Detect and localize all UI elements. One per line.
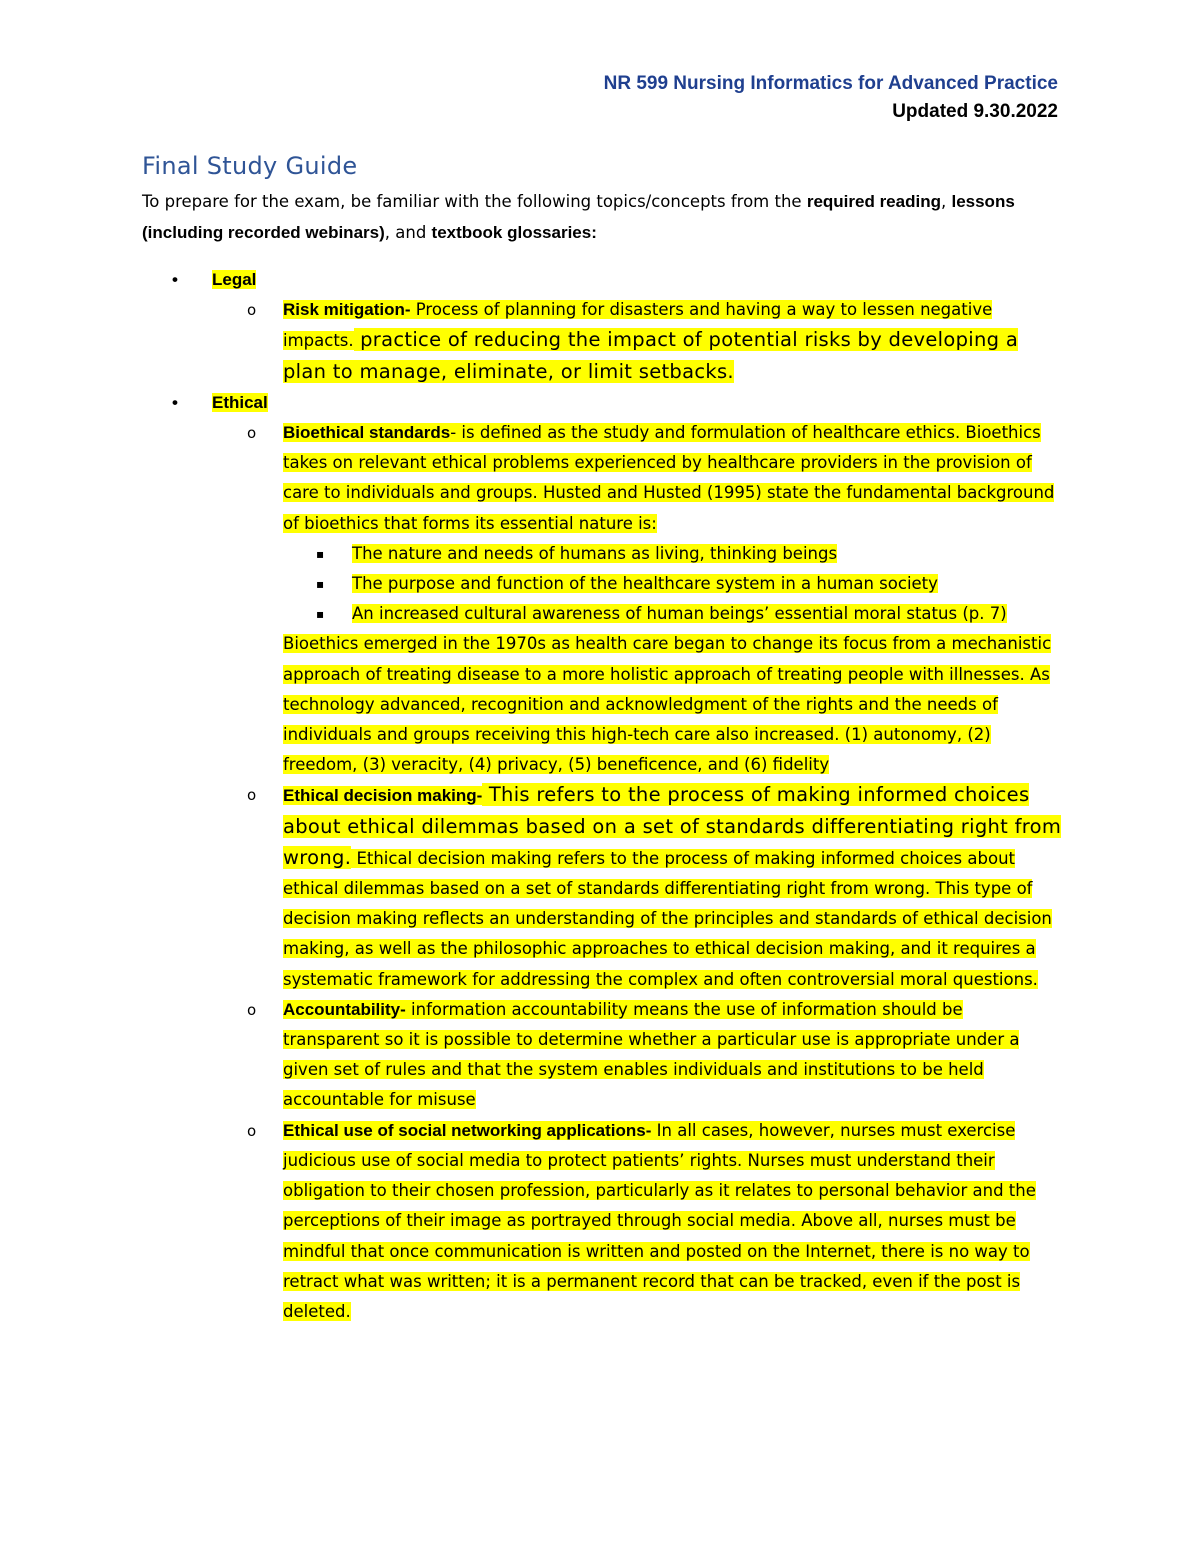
square-bullet-icon: ▪ (316, 546, 325, 561)
subitem (0, 599, 1062, 629)
circle-bullet-icon: o (247, 301, 257, 320)
term: Ethical use of social networking applications- (283, 1120, 652, 1140)
bullet-icon: • (172, 270, 178, 289)
definition-extra: practice of reducing the impact of potential risks by developing a plan to manage, eliminate, or limit setbacks. (283, 328, 1019, 383)
item-ethical-decision-making (0, 780, 1063, 994)
subitem-text: An increased cultural awareness of human beings’ essential moral status (p. 7) (352, 604, 1007, 624)
definition-extra: Ethical decision making refers to the process of making informed choices about ethical dilemmas based on a set of standards differentiating right from wrong. This type of decision making reflects an understanding of the principles and standards of ethical decision making, as well as the philosophic approaches to ethical decision making, and it requires a systematic framework for addressing the complex and often controversial moral questions. (283, 848, 1052, 989)
paragraph-text: Bioethics emerged in the 1970s as health care began to change its focus from a mechanistic approach of treating disease to a more holistic approach of treating people with illnesses. As technology advanced, recognition and acknowledgment of the rights and the needs of individuals and groups receiving this high-tech care also increased. (1) autonomy, (2) freedom, (3) veracity, (4) privacy, (5) beneficence, and (6) fidelity (283, 634, 1052, 775)
definition: Process of planning for disasters and having a way to lessen negative impacts. (283, 300, 993, 351)
circle-bullet-icon: o (247, 424, 257, 443)
subitem-text: The purpose and function of the healthcare system in a human society (352, 574, 938, 594)
page-title: Final Study Guide (142, 152, 358, 180)
square-bullet-icon: ▪ (316, 607, 325, 622)
document-header (604, 70, 1058, 126)
circle-bullet-icon: o (247, 786, 257, 805)
bioethics-paragraph (0, 629, 1063, 780)
section-label: Legal (212, 270, 257, 289)
intro-text: To prepare for the exam, be familiar with the following topics/concepts from the (142, 192, 807, 211)
intro-sep-1: , (940, 192, 952, 211)
term: Ethical decision making- (283, 786, 483, 806)
circle-bullet-icon: o (247, 1000, 257, 1019)
intro-bold-glossaries: textbook glossaries: (431, 223, 597, 242)
definition: - is defined as the study and formulation of healthcare ethics. Bioethics takes on relevant ethical problems experienced by healthcare providers in the provision of care to individuals and groups. Husted and Husted (1995) state the fundamental background of bioethics that forms its essential nature is: (283, 423, 1055, 533)
intro-sep-2: , and (384, 223, 432, 242)
term: Bioethical standards (283, 423, 451, 443)
intro-paragraph (142, 186, 1062, 248)
subitem (0, 539, 1062, 569)
term: Accountability- (283, 999, 406, 1019)
section-ethical (0, 388, 1200, 418)
item-social-networking (0, 1116, 1063, 1327)
subitem-text: The nature and needs of humans as living, thinking beings (352, 543, 838, 563)
definition: information accountability means the use of information should be transparent so it is possible to determine whether a particular use is appropriate under a given set of rules and that the system enables individuals and institutions to be held accountable for misuse (283, 999, 1020, 1110)
bullet-icon: • (172, 392, 178, 412)
definition: This refers to the process of making informed choices about ethical dilemmas based on a set of standards differentiating right from wrong. (283, 783, 1062, 869)
section-label: Ethical (212, 392, 268, 412)
section-legal (0, 265, 1200, 295)
updated-date: Updated 9.30.2022 (892, 101, 1058, 122)
definition: In all cases, however, nurses must exercise judicious use of social media to protect patients’ rights. Nurses must understand their obligation to their chosen profession, particularly as it relates to personal behavior and the perceptions of their image as portrayed through social media. Above all, nurses must be mindful that once communication is written and posted on the Internet, there is no way to retract what was written; it is a permanent record that can be tracked, even if the post is deleted. (283, 1120, 1036, 1321)
circle-bullet-icon: o (247, 1121, 257, 1140)
intro-bold-reading: required reading (806, 192, 941, 211)
item-bioethical-standards (0, 418, 1063, 539)
intro-bold-lessons: lessons (including recorded webinars) (142, 192, 1015, 242)
item-accountability (0, 995, 1063, 1116)
subitem (0, 569, 1062, 599)
item-risk-mitigation (0, 295, 1063, 388)
study-guide-list (0, 265, 1200, 1327)
square-bullet-icon: ▪ (316, 577, 325, 592)
term: Risk mitigation- (283, 300, 411, 320)
course-title: NR 599 Nursing Informatics for Advanced Practice (603, 73, 1058, 94)
